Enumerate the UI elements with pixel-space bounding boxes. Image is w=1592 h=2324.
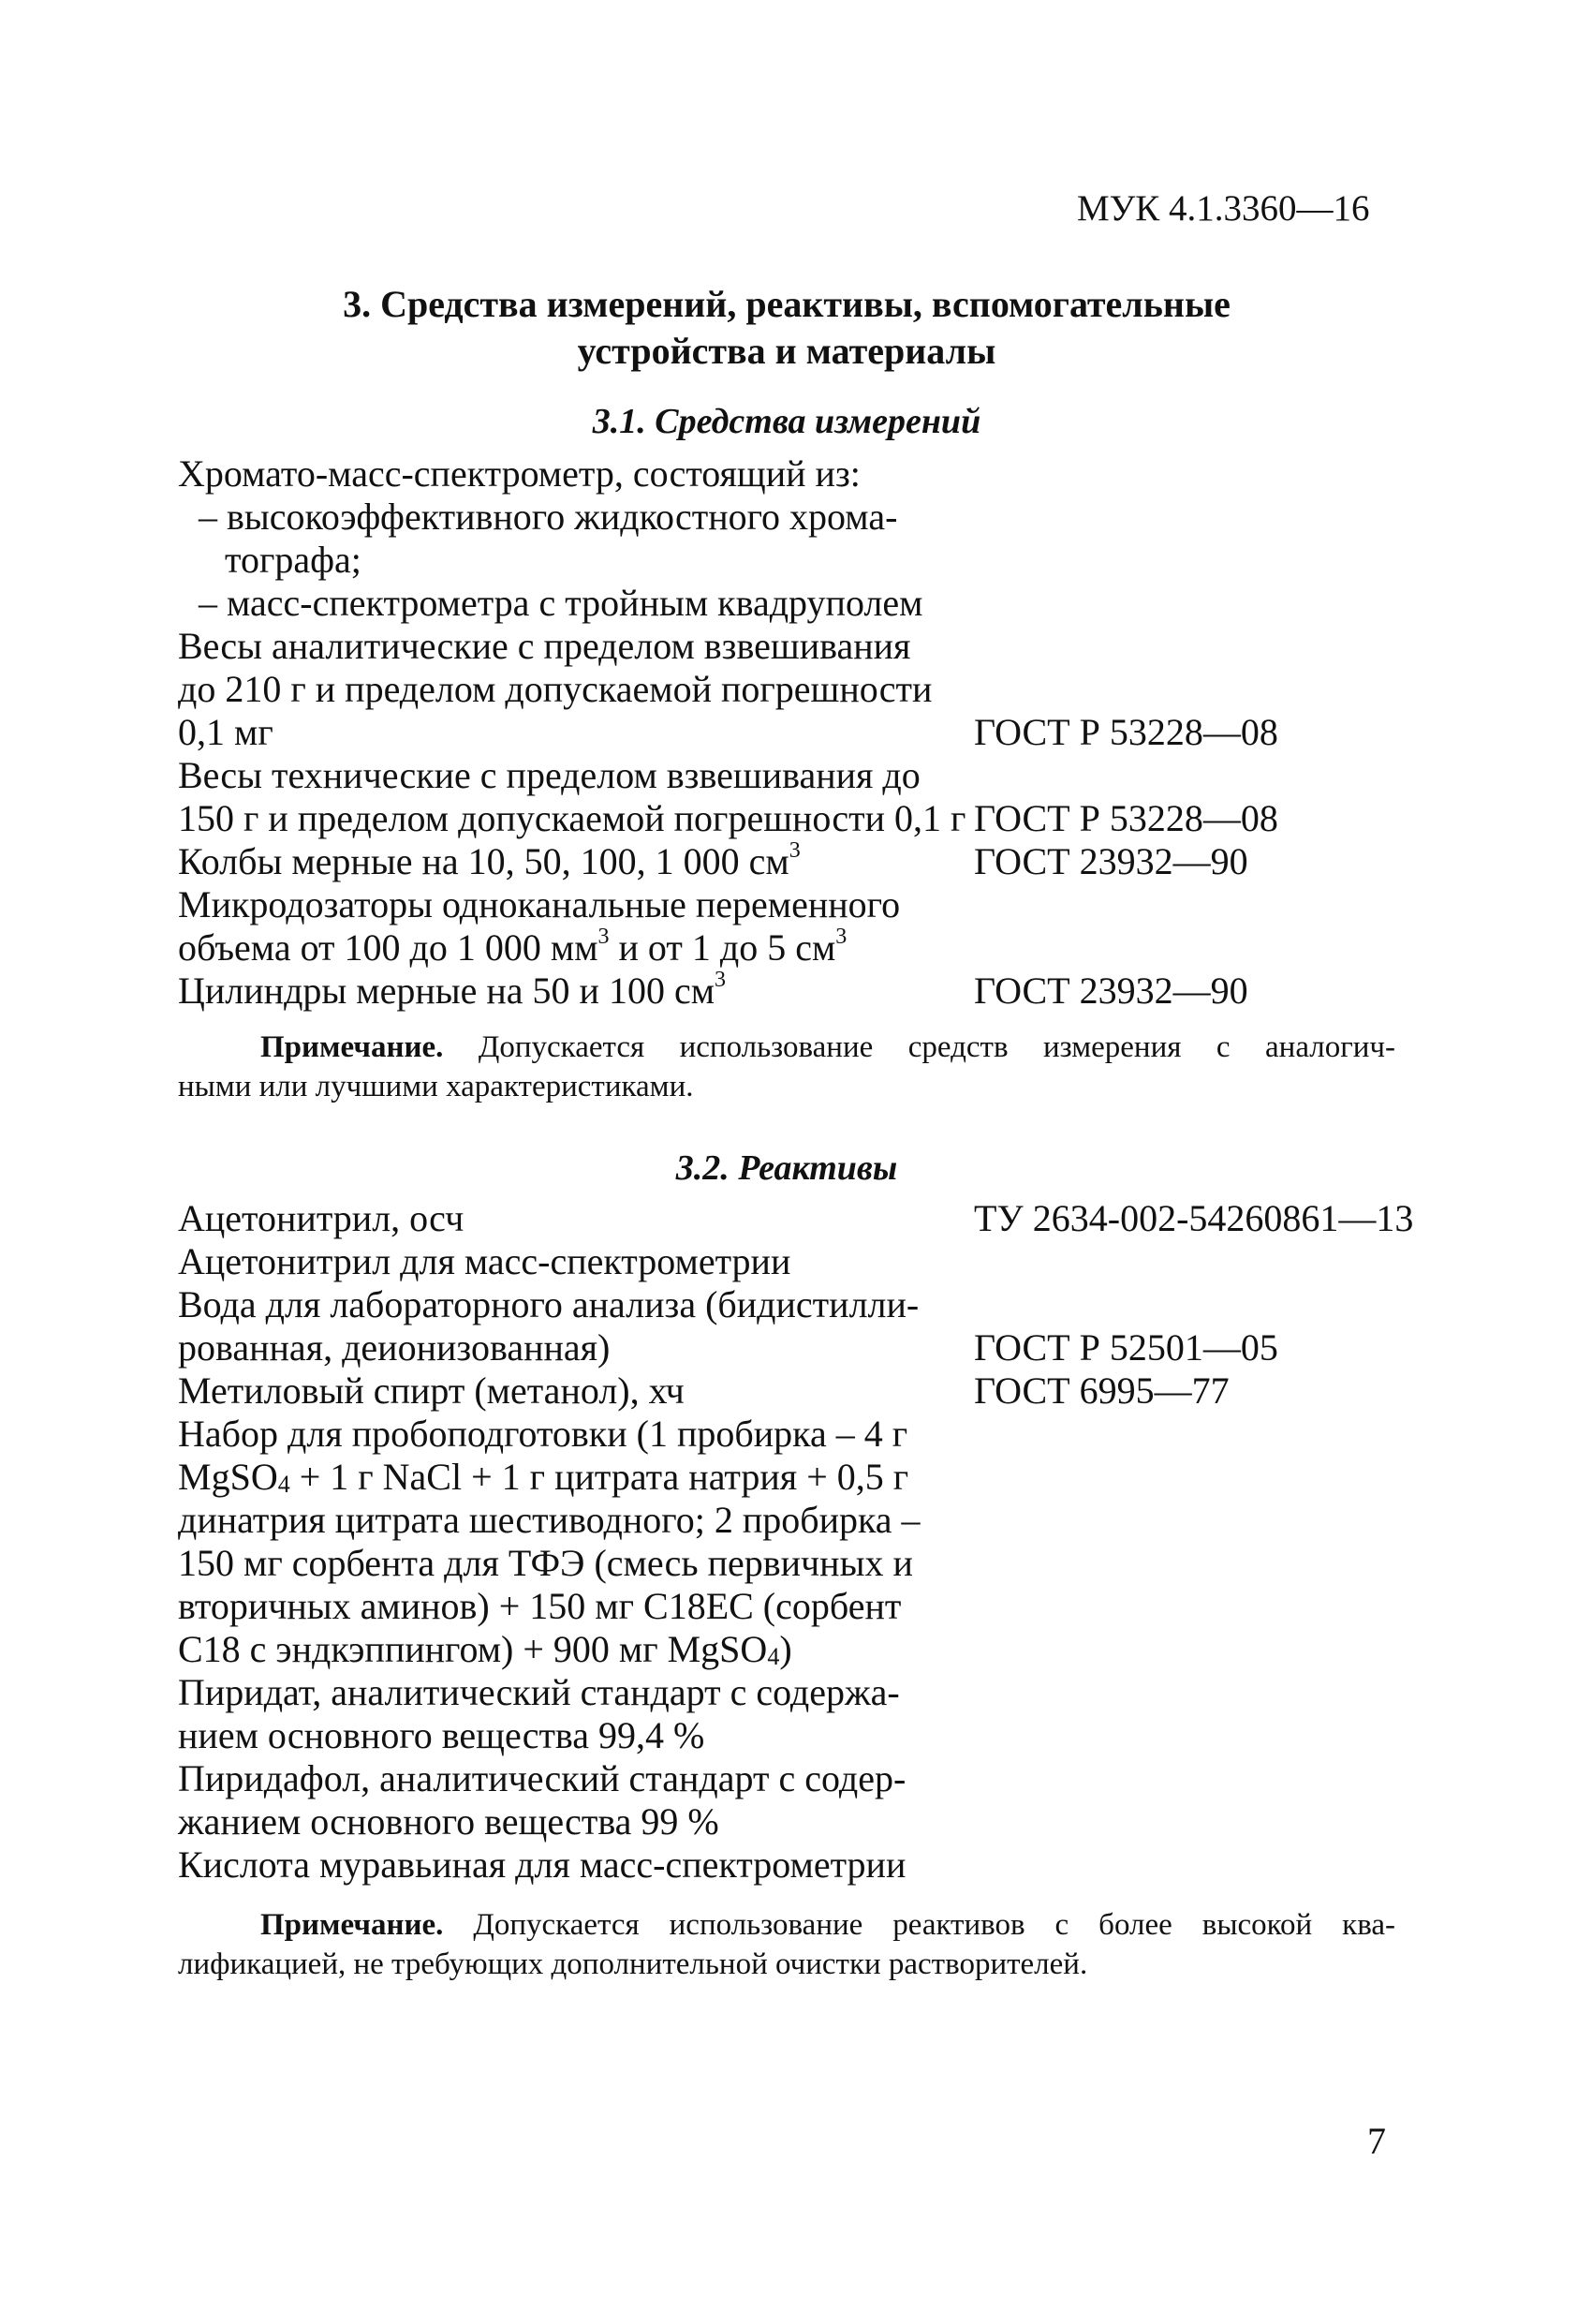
item-text: объема от 100 до 1 000 мм [178,926,598,969]
section-title-line: 3. Средства измерений, реактивы, вспомогательные [343,283,1231,325]
list-item: рованная, деионизованная) [178,1326,611,1369]
list-item [178,926,847,970]
list-item: – масс-спектрометра с тройным квадруполем [199,582,923,624]
list-item: нием основного вещества 99,4 % [178,1714,705,1756]
standard-reference: ГОСТ Р 53228—08 [974,711,1278,753]
list-item: Набор для пробоподготовки (1 пробирка – 4 г [178,1413,908,1455]
list-item: Ацетонитрил для масс-спектрометрии [178,1240,791,1282]
list-item: жанием основного вещества 99 % [178,1800,719,1843]
list-item: Кислота муравьиная для масс-спектрометрии [178,1843,907,1886]
item-text: + 1 г NaCl + 1 г цитрата натрия + 0,5 г [289,1456,909,1498]
note-reagents [178,1905,1395,1984]
list-item: Весы аналитические с пределом взвешивания [178,625,911,667]
document-code: МУК 4.1.3360—16 [1077,188,1370,229]
list-item: 150 г и пределом допускаемой погрешности 0,1 г [178,797,966,839]
list-item: Весы технические с пределом взвешивания до [178,754,921,796]
standard-reference: ГОСТ 23932—90 [974,840,1248,882]
list-item: Пиридат, аналитический стандарт с содержа- [178,1671,900,1713]
note-instruments [178,1028,1395,1106]
list-item: 150 мг сорбента для ТФЭ (смесь первичных и [178,1542,913,1584]
list-item [178,1628,792,1671]
subsection-title-instruments: 3.1. Средства измерений [592,402,981,441]
section-title [178,281,1395,375]
note-text: ными или лучшими характеристиками. [178,1070,694,1103]
item-text: Колбы мерные на 10, 50, 100, 1 000 см [178,840,789,882]
list-item: Хромато-масс-спектрометр, состоящий из: [178,452,861,495]
item-text: С18 с эндкэппингом) + 900 мг MgSO [178,1628,768,1670]
list-item: Микродозаторы одноканальные переменного [178,883,901,925]
note-text: Допускается использование средств измерения с аналогич- [478,1030,1396,1064]
standard-reference: ТУ 2634-002-54260861—13 [974,1197,1414,1239]
note-label: Примечание. [260,1030,444,1064]
list-item: Вода для лабораторного анализа (бидистилли- [178,1283,920,1325]
note-text: Допускается использование реактивов с более высокой ква- [473,1908,1395,1942]
page-number: 7 [1367,2120,1386,2162]
superscript: 3 [835,924,848,949]
subscript: 4 [767,1643,780,1670]
standard-reference: ГОСТ 23932—90 [974,970,1248,1012]
note-label: Примечание. [260,1908,444,1942]
list-item: вторичных аминов) + 150 мг C18EC (сорбент [178,1585,902,1627]
note-text: лификацией, не требующих дополнительной очистки растворителей. [178,1947,1088,1981]
standard-reference: ГОСТ Р 53228—08 [974,797,1278,839]
item-text: ) [779,1628,792,1670]
list-item: динатрия цитрата шестиводного; 2 пробирка – [178,1499,921,1541]
list-item [178,967,727,1013]
item-text: MgSO [178,1456,278,1498]
item-text: Цилиндры мерные на 50 и 100 см [178,970,715,1012]
subscript: 4 [277,1471,290,1498]
standard-reference: ГОСТ Р 52501—05 [974,1326,1278,1369]
superscript: 3 [715,967,727,992]
list-item: Ацетонитрил, осч [178,1197,464,1239]
note-line [178,1028,1395,1067]
list-item [178,837,801,883]
list-item: Пиридафол, аналитический стандарт с содер- [178,1757,907,1799]
subsection-title-reagents: 3.2. Реактивы [675,1148,898,1188]
list-item: 0,1 мг [178,711,273,753]
list-item: Метиловый спирт (метанол), хч [178,1369,685,1412]
list-item: до 210 г и пределом допускаемой погрешности [178,668,933,710]
superscript: 3 [789,837,801,863]
item-text: и от 1 до 5 см [609,926,836,969]
section-title-line: устройства и материалы [577,330,996,372]
list-item [178,1456,908,1499]
list-item: тографа; [225,539,361,581]
superscript: 3 [597,924,610,949]
standard-reference: ГОСТ 6995—77 [974,1369,1230,1412]
note-line [178,1905,1395,1945]
list-item: – высокоэффективного жидкостного хрома- [199,496,898,538]
